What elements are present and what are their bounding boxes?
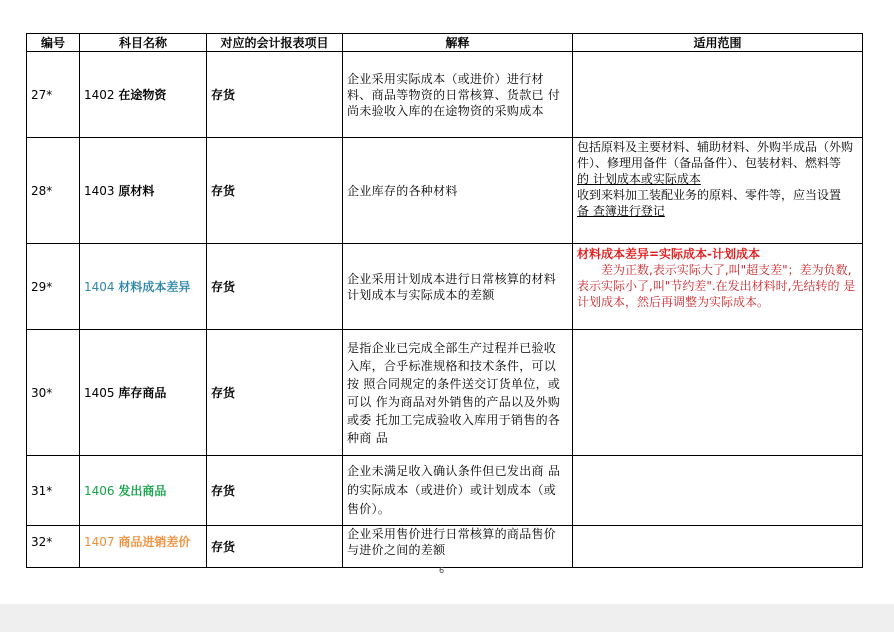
account-name: 在途物资	[118, 87, 167, 102]
report-item: 存货	[207, 526, 343, 568]
account-code: 1404	[84, 279, 115, 294]
accounts-table	[26, 33, 863, 568]
scope-line: 备 查簿进行登记	[577, 204, 665, 218]
explanation: 企业采用实际成本（或进价）进行材料、商品等物资的日常核算、货款已 付尚未验收入库的在途物资的采购成本	[343, 52, 573, 138]
header-number: 编号	[27, 34, 80, 52]
account-code: 1405	[84, 385, 115, 400]
table-row	[27, 138, 863, 244]
explanation: 企业采用计划成本进行日常核算的材料计划成本与实际成本的差额	[343, 244, 573, 330]
page-number: 6	[439, 566, 445, 575]
table-header-row	[27, 34, 863, 52]
scope-line: 包括原料及主要材料、辅助材料、外购半成品（外购	[577, 140, 854, 154]
header-scope: 适用范围	[573, 34, 863, 52]
row-number: 30*	[27, 330, 80, 456]
account-name-cell	[80, 330, 207, 456]
account-name: 原材料	[118, 183, 155, 198]
scope-description: 差为正数,表示实际大了,叫"超支差"；差为负数,表示实际小了,叫"节约差".在发出材料时,先结转的 是计划成本，然后再调整为实际成本。	[577, 263, 856, 309]
scope	[573, 456, 863, 526]
scope-line: 的 计划成本或实际成本	[577, 172, 701, 186]
report-item: 存货	[207, 138, 343, 244]
account-name-cell	[80, 526, 207, 568]
page-gap	[0, 604, 894, 632]
report-item: 存货	[207, 52, 343, 138]
scope-line: 收到来料加工装配业务的原料、零件等，应当设置	[577, 188, 842, 202]
scope	[573, 138, 863, 244]
account-name: 材料成本差异	[118, 279, 191, 294]
row-number: 27*	[27, 52, 80, 138]
table-row	[27, 244, 863, 330]
account-name-cell	[80, 456, 207, 526]
scope-line: 件）、修理用备件（备品备件）、包装材料、燃料等	[577, 156, 842, 170]
row-number: 32*	[27, 526, 80, 568]
explanation: 企业库存的各种材料	[343, 138, 573, 244]
scope	[573, 52, 863, 138]
row-number: 31*	[27, 456, 80, 526]
account-code: 1403	[84, 183, 115, 198]
header-report-item: 对应的会计报表项目	[207, 34, 343, 52]
account-name: 商品进销差价	[118, 535, 191, 549]
scope	[573, 244, 863, 330]
account-name-cell	[80, 244, 207, 330]
table-row	[27, 330, 863, 456]
explanation: 是指企业已完成全部生产过程并已验收入库，合乎标准规格和技术条件，可以按 照合同规定的条件送交订货单位，或可以 作为商品对外销售的产品以及外购或委 托加工完成验收入库用于销售的各种商 品	[343, 330, 573, 456]
report-item: 存货	[207, 330, 343, 456]
header-explanation: 解释	[343, 34, 573, 52]
row-number: 28*	[27, 138, 80, 244]
account-name-cell	[80, 52, 207, 138]
account-code: 1402	[84, 87, 115, 102]
scope	[573, 526, 863, 568]
account-name: 发出商品	[118, 483, 167, 498]
report-item: 存货	[207, 456, 343, 526]
account-code: 1407	[84, 535, 115, 549]
row-number: 29*	[27, 244, 80, 330]
account-code: 1406	[84, 483, 115, 498]
table-row	[27, 52, 863, 138]
account-name: 库存商品	[118, 385, 167, 400]
account-name-cell	[80, 138, 207, 244]
scope-formula: 材料成本差异=实际成本-计划成本	[577, 247, 761, 261]
explanation: 企业未满足收入确认条件但已发出商 品的实际成本（或进价）或计划成本（或售价）。	[343, 456, 573, 526]
explanation: 企业采用售价进行日常核算的商品售价与进价之间的差额	[343, 526, 573, 568]
header-account-name: 科目名称	[80, 34, 207, 52]
table-row	[27, 456, 863, 526]
table-row	[27, 526, 863, 568]
report-item: 存货	[207, 244, 343, 330]
scope	[573, 330, 863, 456]
